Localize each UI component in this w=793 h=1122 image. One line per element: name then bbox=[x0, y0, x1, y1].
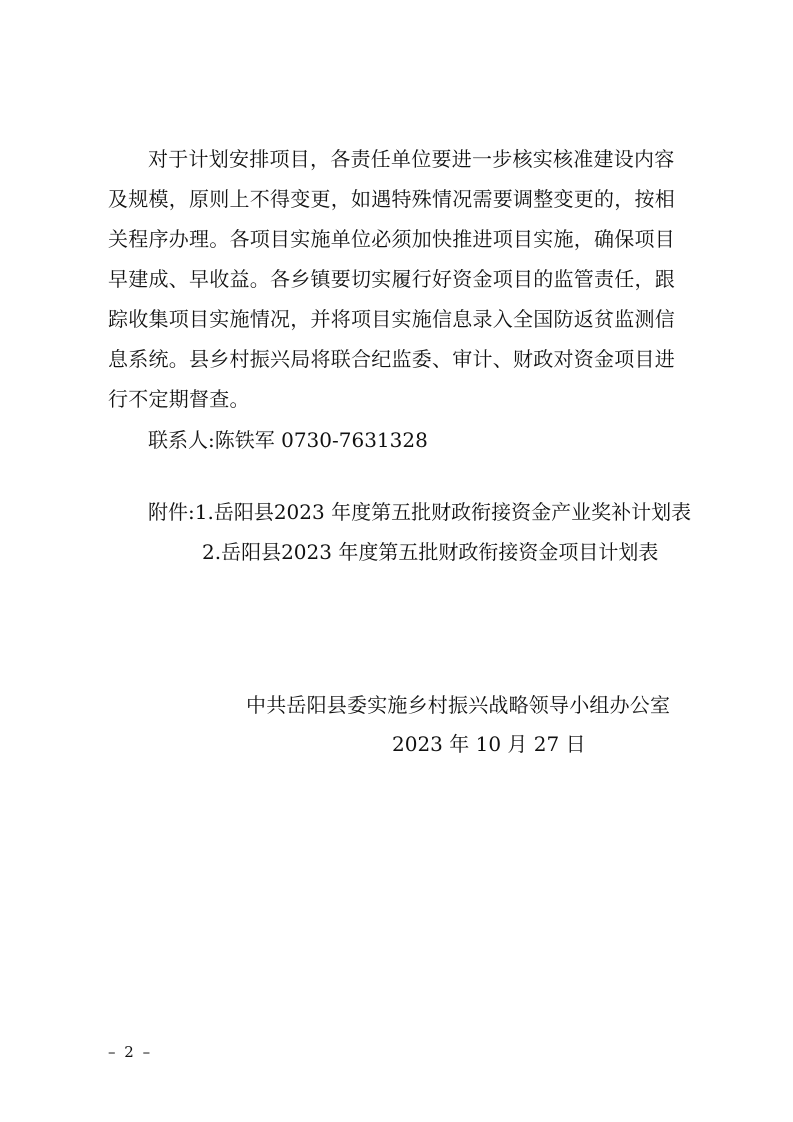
body-paragraph-line: 息系统。县乡村振兴局将联合纪监委、审计、财政对资金项目进 bbox=[108, 347, 675, 371]
body-paragraph-line: 早建成、早收益。各乡镇要切实履行好资金项目的监管责任，跟 bbox=[108, 267, 675, 291]
body-paragraph-line: 行不定期督查。 bbox=[108, 387, 250, 411]
body-paragraph-line: 及规模，原则上不得变更，如遇特殊情况需要调整变更的，按相 bbox=[108, 187, 675, 211]
contact-info: 联系人:陈铁军 0730-7631328 bbox=[148, 428, 428, 452]
signature-organization: 中共岳阳县委实施乡村振兴战略领导小组办公室 bbox=[246, 693, 671, 717]
attachment-item-1: 附件:1.岳阳县2023 年度第五批财政衔接资金产业奖补计划表 bbox=[148, 500, 692, 524]
signature-date: 2023 年 10 月 27 日 bbox=[392, 732, 586, 756]
body-paragraph-line: 关程序办理。各项目实施单位必须加快推进项目实施，确保项目 bbox=[108, 227, 675, 251]
page-number: – 2 – bbox=[108, 1043, 153, 1061]
body-paragraph-line: 踪收集项目实施情况，并将项目实施信息录入全国防返贫监测信 bbox=[108, 307, 675, 331]
attachment-item-2: 2.岳阳县2023 年度第五批财政衔接资金项目计划表 bbox=[202, 540, 659, 564]
body-paragraph-line: 对于计划安排项目，各责任单位要进一步核实核准建设内容 bbox=[148, 147, 675, 171]
